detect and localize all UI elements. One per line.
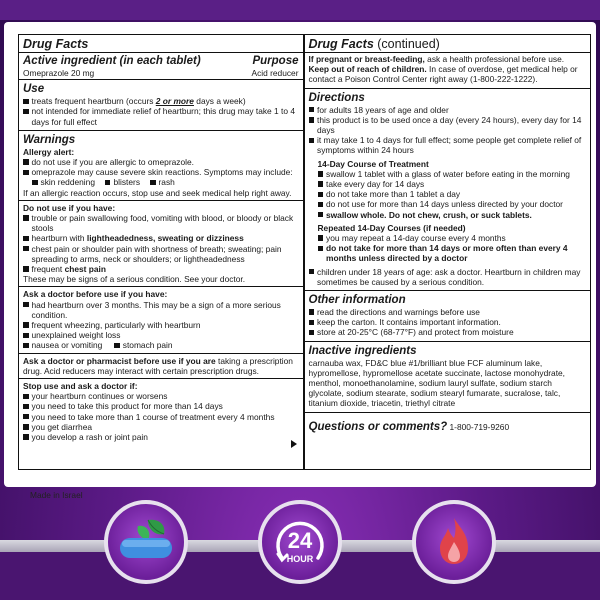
do-not-use-note: These may be signs of a serious condition. See your doctor. bbox=[23, 274, 246, 285]
do-not-use-item: trouble or pain swallowing food, vomiting with blood, or bloody or black stools bbox=[23, 213, 299, 233]
other-information-heading: Other information bbox=[308, 294, 406, 307]
stop-use-item: you develop a rash or joint pain bbox=[23, 432, 299, 442]
use-item: not intended for immediate relief of heartburn; this drug may take 1 to 4 days for full effect bbox=[23, 106, 299, 126]
other-information-item: store at 20-25°C (68-77°F) and protect from moisture bbox=[309, 327, 587, 337]
continue-arrow-icon bbox=[291, 440, 297, 448]
course-item: do not use for more than 14 days unless directed by your doctor bbox=[318, 199, 587, 209]
24-hour-badge bbox=[258, 500, 342, 584]
stop-use-item: you need to take more than 1 course of treatment every 4 months bbox=[23, 412, 299, 422]
reach-of-children-warning: Keep out of reach of children. In case of overdose, get medical help or contact a Poison Control Center right away (1-800-222-1222). bbox=[308, 64, 578, 85]
inactive-ingredients-heading: Inactive ingredients bbox=[308, 344, 417, 357]
flame-badge bbox=[412, 500, 496, 584]
questions-section bbox=[305, 413, 591, 438]
ask-doctor-title: Ask a doctor before use if you have: bbox=[23, 289, 168, 300]
inactive-ingredients-text: carnauba wax, FD&C blue #1/brilliant blue FCF aluminum lake, hypromellose, hypromellose acetate succinate, lactose monohydrate, menthol, monoethanolamine, sodium lauryl sulfate, sodium starch glycolate, sodium stearate, sodium stearyl fumarate, sucralose, talc, titanium dioxide, triacetin, triethyl citrate bbox=[308, 357, 566, 409]
left-column bbox=[19, 35, 305, 469]
use-item: treats frequent heartburn (occurs 2 or more days a week) bbox=[23, 96, 299, 106]
other-information-item: read the directions and warnings before use bbox=[309, 307, 587, 317]
use-section bbox=[19, 80, 303, 131]
badge-24-number: 24 bbox=[287, 528, 313, 553]
directions-item: it may take 1 to 4 days for full effect; some people get complete relief of symptoms within 24 hours bbox=[309, 135, 587, 155]
other-information-item: keep the carton. It contains important information. bbox=[309, 317, 587, 327]
stop-use-item: you get diarrhea bbox=[23, 422, 299, 432]
course-title: 14-Day Course of Treatment bbox=[317, 158, 429, 169]
allergy-symptoms: skin reddening blisters rash bbox=[23, 177, 299, 187]
do-not-use-item: heartburn with lightheadedness, sweating or dizziness bbox=[23, 233, 299, 243]
purpose-heading: Purpose bbox=[252, 55, 299, 67]
drug-facts-title: Drug Facts bbox=[19, 37, 303, 53]
other-information-section bbox=[305, 291, 591, 342]
stop-use-title: Stop use and ask a doctor if: bbox=[23, 381, 138, 392]
ask-pharmacist-text: Ask a doctor or pharmacist before use if you are taking a prescription drug. Acid reducers may interact with certain prescription drugs. bbox=[23, 355, 293, 376]
course-item: take every day for 14 days bbox=[318, 179, 587, 189]
do-not-use-item: chest pain or shoulder pain with shortness of breath; sweating; pain spreading to arms, neck or shoulders; or lightheadedness bbox=[23, 244, 299, 264]
allergy-alert-title: Allergy alert: bbox=[23, 146, 75, 157]
tablet-mint-icon bbox=[108, 504, 184, 580]
stop-use-item: your heartburn continues or worsens bbox=[23, 391, 299, 401]
drug-facts-label bbox=[18, 34, 591, 470]
repeat-item: you may repeat a 14-day course every 4 months bbox=[318, 233, 587, 243]
badge-24-label: HOUR bbox=[286, 554, 314, 564]
allergy-item: omeprazole may cause severe skin reactions. Symptoms may include: bbox=[23, 167, 299, 177]
ingredient-name: Omeprazole 20 mg bbox=[23, 68, 95, 78]
do-not-use-block bbox=[19, 200, 303, 285]
continued-section bbox=[305, 35, 591, 89]
right-column bbox=[305, 35, 591, 469]
course-item: do not take more than 1 tablet a day bbox=[318, 189, 587, 199]
ask-doctor-item: had heartburn over 3 months. This may be a sign of a more serious condition. bbox=[23, 300, 299, 320]
drug-facts-continued-title: Drug Facts (continued) bbox=[305, 37, 591, 53]
top-band bbox=[0, 0, 600, 20]
directions-heading: Directions bbox=[308, 91, 365, 104]
directions-item: for adults 18 years of age and older bbox=[309, 105, 587, 115]
repeat-title: Repeated 14-Day Courses (if needed) bbox=[317, 222, 466, 233]
ask-doctor-block bbox=[19, 286, 303, 350]
active-ingredient-heading: Active ingredient (in each tablet) bbox=[23, 55, 201, 67]
ask-pharmacist-block bbox=[19, 353, 303, 376]
do-not-use-title: Do not use if you have: bbox=[23, 202, 116, 213]
course-item: swallow whole. Do not chew, crush, or suck tablets. bbox=[318, 210, 587, 220]
warnings-section bbox=[19, 131, 303, 445]
questions-phone: 1-800-719-9260 bbox=[447, 421, 510, 432]
ask-doctor-item: unexplained weight loss bbox=[23, 330, 299, 340]
made-in-text: Made in Israel bbox=[30, 490, 83, 500]
do-not-use-item: frequent chest pain bbox=[23, 264, 299, 274]
inactive-ingredients-section bbox=[305, 342, 591, 413]
allergy-note: If an allergic reaction occurs, stop use and seek medical help right away. bbox=[23, 187, 292, 198]
24-hour-clock-icon bbox=[262, 504, 338, 580]
course-item: swallow 1 tablet with a glass of water before eating in the morning bbox=[318, 169, 587, 179]
ask-doctor-item: nausea or vomiting stomach pain bbox=[23, 340, 299, 350]
repeat-item: do not take for more than 14 days or more often than every 4 months unless directed by a doctor bbox=[318, 243, 587, 263]
directions-section bbox=[305, 89, 591, 291]
questions-heading: Questions or comments? bbox=[308, 420, 448, 433]
pregnancy-warning: If pregnant or breast-feeding, ask a health professional before use. bbox=[308, 54, 565, 64]
course-block bbox=[309, 159, 587, 264]
stop-use-block bbox=[19, 378, 303, 442]
flame-icon bbox=[416, 504, 492, 580]
tablet-mint-badge bbox=[104, 500, 188, 584]
drug-facts-card bbox=[4, 22, 596, 500]
allergy-item: do not use if you are allergic to omeprazole. bbox=[23, 157, 299, 167]
ask-doctor-item: frequent wheezing, particularly with heartburn bbox=[23, 320, 299, 330]
directions-item: this product is to be used once a day (every 24 hours), every day for 14 days bbox=[309, 115, 587, 135]
warnings-heading: Warnings bbox=[23, 133, 76, 146]
purpose-value: Acid reducer bbox=[251, 68, 299, 78]
active-ingredient-section bbox=[19, 35, 303, 80]
stop-use-item: you need to take this product for more than 14 days bbox=[23, 401, 299, 411]
use-heading: Use bbox=[23, 83, 45, 96]
directions-item: children under 18 years of age: ask a doctor. Heartburn in children may sometimes be caused by a serious condition. bbox=[309, 267, 587, 287]
